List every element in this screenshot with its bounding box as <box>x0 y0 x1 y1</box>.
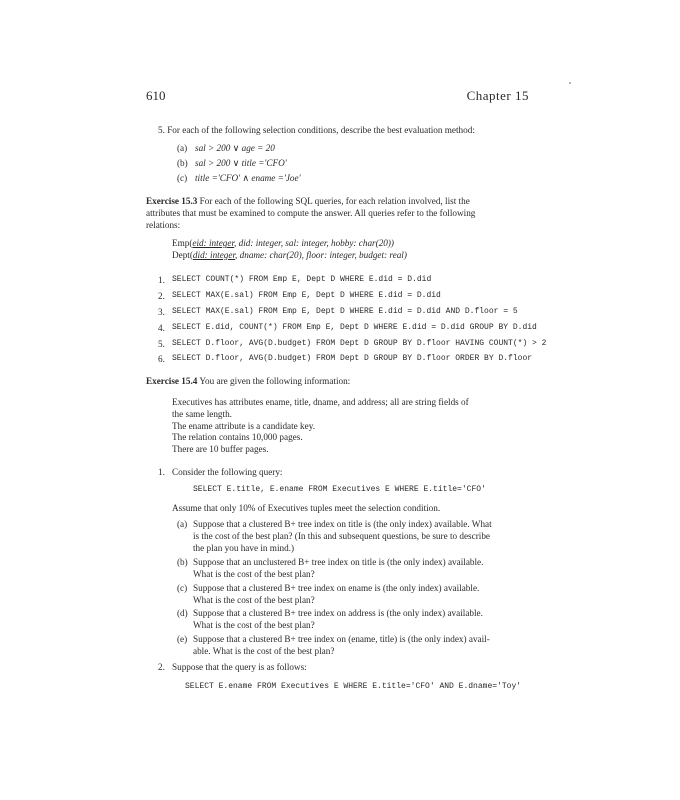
part-c-line-2: What is the cost of the best plan? <box>193 595 315 605</box>
part-b-line-1: Suppose that an unclustered B+ tree index on title is (the only index) available. <box>193 557 484 567</box>
ex154-intro-line <box>146 375 350 387</box>
info-line-1: Executives has attributes ename, title, dname, and address; all are string fields of <box>172 397 469 407</box>
part-e-line-2: able. What is the cost of the best plan? <box>193 646 335 656</box>
part-e-label: (e) <box>177 634 188 644</box>
query-4-num: 4. <box>158 323 165 333</box>
query-5-sql: SELECT D.floor, AVG(D.budget) FROM Dept D GROUP BY D.floor HAVING COUNT(*) > 2 <box>172 339 547 348</box>
item-5b-label: (b) <box>177 158 188 168</box>
query-4-sql: SELECT E.did, COUNT(*) FROM Emp E, Dept D WHERE E.did = D.did GROUP BY D.did <box>172 323 537 332</box>
dept-name: Dept( <box>172 250 193 260</box>
info-line-5: There are 10 buffer pages. <box>172 444 269 454</box>
ex153-intro-line-1 <box>146 195 470 207</box>
page-number: 610 <box>146 88 166 103</box>
query-2-sql: SELECT MAX(E.sal) FROM Emp E, Dept D WHERE E.did = D.did <box>172 291 441 300</box>
ex154-q1-assume: Assume that only 10% of Executives tuples meet the selection condition. <box>172 503 441 513</box>
dept-rest: , dname: char(20), floor: integer, budget: real) <box>235 250 407 260</box>
ex153-intro-2: attributes that must be examined to compute the answer. All queries refer to the following <box>146 208 476 218</box>
ex154-q2-num: 2. <box>158 662 165 672</box>
query-2-num: 2. <box>158 291 165 301</box>
part-a-line-2: is the cost of the best plan? (In this and subsequent questions, be sure to describe <box>193 531 490 541</box>
item-5: 5. For each of the following selection conditions, describe the best evaluation method: <box>158 125 475 135</box>
ex154-q1-text: Consider the following query: <box>172 467 283 477</box>
info-line-2: the same length. <box>172 409 232 419</box>
query-1-num: 1. <box>158 275 165 285</box>
ex154-q2-text: Suppose that the query is as follows: <box>172 662 307 672</box>
ex154-q2-sql: SELECT E.ename FROM Executives E WHERE E.title='CFO' AND E.dname='Toy' <box>185 682 522 691</box>
ex153-intro-1: For each of the following SQL queries, for each relation involved, list the <box>199 196 470 206</box>
emp-rest: , did: integer, sal: integer, hobby: char(20)) <box>234 238 394 248</box>
part-c-line-1: Suppose that a clustered B+ tree index on ename is (the only index) available. <box>193 583 480 593</box>
ex153-intro-3: relations: <box>146 220 181 230</box>
ex154-q1-num: 1. <box>158 467 165 477</box>
part-d-line-2: What is the cost of the best plan? <box>193 620 315 630</box>
query-3-num: 3. <box>158 307 165 317</box>
item-5a-label: (a) <box>177 143 188 153</box>
part-b-label: (b) <box>177 557 188 567</box>
dept-key: did: integer <box>192 250 236 260</box>
ex153-label: Exercise 15.3 <box>146 196 198 206</box>
info-line-3: The ename attribute is a candidate key. <box>172 421 316 431</box>
part-a-label: (a) <box>177 519 188 529</box>
part-b-line-2: What is the cost of the best plan? <box>193 569 315 579</box>
emp-key: eid: integer <box>192 238 235 248</box>
query-6-num: 6. <box>158 354 165 364</box>
emp-name: Emp( <box>172 238 193 248</box>
part-e-line-1: Suppose that a clustered B+ tree index on (ename, title) is (the only index) avail- <box>193 634 490 644</box>
part-a-line-3: the plan you have in mind.) <box>193 543 295 553</box>
dept-schema <box>172 249 407 261</box>
query-6-sql: SELECT D.floor, AVG(D.budget) FROM Dept D GROUP BY D.floor ORDER BY D.floor <box>172 354 533 363</box>
part-d-label: (d) <box>177 608 188 618</box>
ex154-label: Exercise 15.4 <box>146 376 198 386</box>
info-line-4: The relation contains 10,000 pages. <box>172 432 303 442</box>
query-1-sql: SELECT COUNT(*) FROM Emp E, Dept D WHERE E.did = D.did <box>172 275 432 284</box>
scan-speck <box>569 82 571 84</box>
ex154-intro: You are given the following information: <box>199 376 351 386</box>
query-3-sql: SELECT MAX(E.sal) FROM Emp E, Dept D WHERE E.did = D.did AND D.floor = 5 <box>172 307 518 316</box>
item-5c-label: (c) <box>177 173 188 183</box>
item-5a-text: sal > 200 ∨ age = 20 <box>195 143 275 153</box>
item-5b-text: sal > 200 ∨ title ='CFO' <box>195 158 287 168</box>
item-5c-text: title ='CFO' ∧ ename ='Joe' <box>195 173 301 183</box>
query-5-num: 5. <box>158 339 165 349</box>
part-a-line-1: Suppose that a clustered B+ tree index on title is (the only index) available. What <box>193 519 492 529</box>
chapter-heading: Chapter 15 <box>466 88 529 103</box>
part-d-line-1: Suppose that a clustered B+ tree index on address is (the only index) available. <box>193 608 483 618</box>
emp-schema <box>172 237 394 249</box>
ex154-q1-sql: SELECT E.title, E.ename FROM Executives E WHERE E.title='CFO' <box>193 485 486 494</box>
part-c-label: (c) <box>177 583 188 593</box>
